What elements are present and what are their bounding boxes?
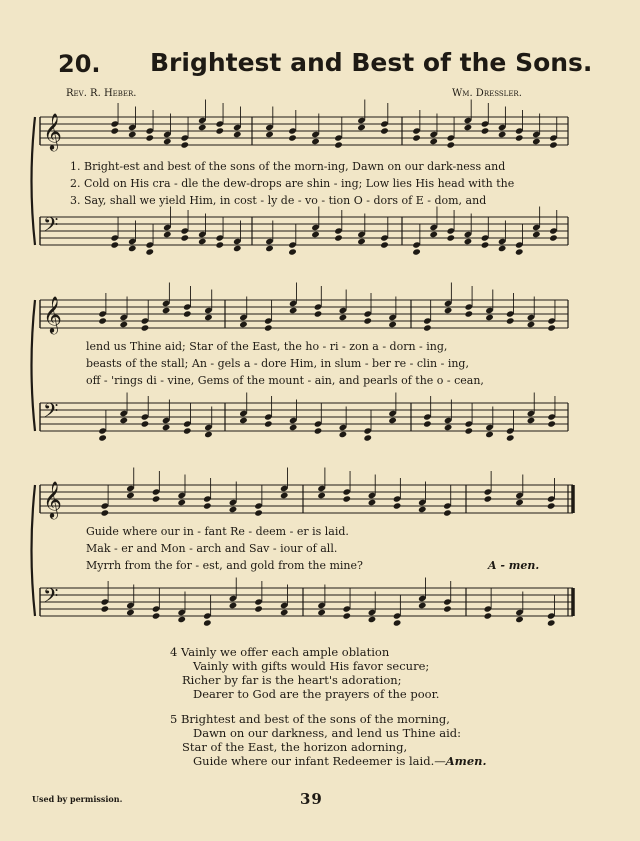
note-head <box>119 417 128 424</box>
note-head <box>368 616 377 623</box>
note-head <box>229 602 238 609</box>
lyric-line: 3. Say, shall we yield Him, in cost - ly de - vo - tion O - dors of E - dom, and <box>70 194 487 207</box>
amen-label: Amen. <box>445 754 487 768</box>
note-head <box>180 141 189 148</box>
note-head <box>484 495 493 502</box>
permission-note: Used by permission. <box>32 794 123 804</box>
note-head <box>233 131 242 138</box>
stanza-line <box>193 754 487 768</box>
note-head <box>484 612 493 619</box>
lyric-line: 2. Cold on His cra - dle the dew-drops are shin - ing; Low lies His head with the <box>70 177 515 190</box>
note-head <box>515 616 524 623</box>
note-head <box>485 431 494 438</box>
treble-clef: 𝄞 <box>43 295 63 334</box>
note-head <box>339 314 348 321</box>
note-head <box>204 314 213 321</box>
note-head <box>423 420 432 427</box>
note-head <box>464 124 473 131</box>
note-head <box>215 127 224 134</box>
amen-label: A - men. <box>488 559 540 572</box>
note-head <box>506 317 515 324</box>
note-head <box>515 134 524 141</box>
note-head <box>204 431 213 438</box>
treble-clef: 𝄞 <box>43 480 63 519</box>
hymn-title: Brightest and Best of the Sons. <box>150 48 593 77</box>
stanza-line: Star of the East, the horizon adorning, <box>182 740 408 754</box>
note-head <box>264 420 273 427</box>
note-head <box>481 127 490 134</box>
note-head <box>547 420 556 427</box>
note-head <box>393 502 402 509</box>
note-head <box>339 431 348 438</box>
note-head <box>198 124 207 131</box>
treble-clef: 𝄞 <box>43 112 63 151</box>
note-head <box>289 424 298 431</box>
note-head <box>429 138 438 145</box>
stanza-line: Richer by far is the heart's adoration; <box>182 673 402 687</box>
note-head <box>198 238 207 245</box>
stanza-line-text: Guide where our infant Redeemer is laid.— <box>193 754 446 768</box>
note-head <box>119 321 128 328</box>
note-head <box>254 605 263 612</box>
note-head <box>447 141 456 148</box>
note-head <box>506 434 515 441</box>
note-head <box>141 420 150 427</box>
note-head <box>447 234 456 241</box>
note-head <box>357 124 366 131</box>
note-head <box>254 509 263 516</box>
note-head <box>485 314 494 321</box>
note-head <box>444 307 453 314</box>
note-head <box>314 427 323 434</box>
note-head <box>357 238 366 245</box>
note-head <box>152 612 161 619</box>
note-head <box>388 321 397 328</box>
hymn-number: 20. <box>58 50 101 78</box>
lyric-line: beasts of the stall; An - gels a - dore Him, in slum - ber re - clin - ing, <box>86 357 469 370</box>
note-head <box>163 231 172 238</box>
note-head <box>412 134 421 141</box>
lyric-line: Myrrh from the for - est, and gold from the mine? <box>86 559 363 572</box>
note-head <box>101 605 110 612</box>
note-head <box>549 234 558 241</box>
note-head <box>180 234 189 241</box>
note-head <box>418 602 427 609</box>
note-head <box>334 141 343 148</box>
stanza-line: Dawn on our darkness, and lend us Thine aid: <box>193 726 462 740</box>
note-head <box>177 616 186 623</box>
note-head <box>443 605 452 612</box>
note-head <box>203 619 212 626</box>
lyric-line: off - 'rings di - vine, Gems of the mount - ain, and pearls of the o - cean, <box>86 374 484 387</box>
note-head <box>152 495 161 502</box>
note-head <box>98 317 107 324</box>
lyric-line: Guide where our in - fant Re - deem - er is laid. <box>86 525 349 538</box>
note-head <box>110 127 119 134</box>
note-head <box>177 499 186 506</box>
hymn-author: Rev. R. Heber. <box>66 88 137 99</box>
system-brace <box>32 117 36 245</box>
note-head <box>183 427 192 434</box>
note-head <box>229 506 238 513</box>
note-head <box>314 310 323 317</box>
note-head <box>239 321 248 328</box>
note-head <box>317 492 326 499</box>
note-head <box>547 324 556 331</box>
hymn-composer: Wm. Dressler. <box>452 88 522 99</box>
note-head <box>532 231 541 238</box>
note-head <box>110 241 119 248</box>
stanza-line: Dearer to God are the prayers of the poor. <box>193 687 440 701</box>
note-head <box>162 307 171 314</box>
note-head <box>183 310 192 317</box>
note-head <box>368 499 377 506</box>
note-head <box>527 321 536 328</box>
note-head <box>380 127 389 134</box>
bass-clef: 𝄢 <box>43 213 59 242</box>
note-head <box>532 138 541 145</box>
note-head <box>311 231 320 238</box>
note-head <box>515 248 524 255</box>
note-head <box>423 324 432 331</box>
note-head <box>163 138 172 145</box>
stanza-line: 5 Brightest and best of the sons of the morning, <box>170 712 450 726</box>
note-head <box>342 612 351 619</box>
note-head <box>412 248 421 255</box>
stanza-line: 4 Vainly we offer each ample oblation <box>170 645 390 659</box>
note-head <box>498 131 507 138</box>
stanza-line: Vainly with gifts would His favor secure; <box>193 659 430 673</box>
bass-clef: 𝄢 <box>43 399 59 428</box>
note-head <box>203 502 212 509</box>
note-head <box>239 417 248 424</box>
note-head <box>465 310 474 317</box>
note-head <box>481 241 490 248</box>
note-head <box>549 141 558 148</box>
note-head <box>126 492 135 499</box>
note-head <box>342 495 351 502</box>
note-head <box>429 231 438 238</box>
note-head <box>465 427 474 434</box>
note-head <box>289 307 298 314</box>
note-head <box>547 619 556 626</box>
note-head <box>363 434 372 441</box>
note-head <box>128 245 137 252</box>
note-head <box>443 509 452 516</box>
note-head <box>280 492 289 499</box>
note-head <box>498 245 507 252</box>
note-head <box>334 234 343 241</box>
note-head <box>317 609 326 616</box>
note-head <box>547 502 556 509</box>
note-head <box>145 134 154 141</box>
system-brace <box>32 485 36 616</box>
note-head <box>233 245 242 252</box>
lyric-line: Mak - er and Mon - arch and Sav - iour of all. <box>86 542 338 555</box>
lyric-line: lend us Thine aid; Star of the East, the ho - ri - zon a - dorn - ing, <box>86 340 448 353</box>
note-head <box>380 241 389 248</box>
note-head <box>264 324 273 331</box>
note-head <box>444 424 453 431</box>
note-head <box>363 317 372 324</box>
note-head <box>145 248 154 255</box>
lyric-line: 1. Bright-est and best of the sons of the morn-ing, Dawn on our dark-ness and <box>70 160 506 173</box>
note-head <box>288 134 297 141</box>
note-head <box>162 424 171 431</box>
bass-clef: 𝄢 <box>43 584 59 613</box>
note-head <box>101 509 110 516</box>
note-head <box>464 238 473 245</box>
note-head <box>141 324 150 331</box>
system-brace <box>32 300 36 431</box>
note-head <box>418 506 427 513</box>
note-head <box>126 609 135 616</box>
note-head <box>98 434 107 441</box>
note-head <box>288 248 297 255</box>
note-head <box>265 131 274 138</box>
note-head <box>393 619 402 626</box>
note-head <box>515 499 524 506</box>
note-head <box>265 245 274 252</box>
note-head <box>388 417 397 424</box>
page-number: 39 <box>300 790 323 808</box>
note-head <box>311 138 320 145</box>
note-head <box>128 131 137 138</box>
note-head <box>280 609 289 616</box>
note-head <box>527 417 536 424</box>
note-head <box>215 241 224 248</box>
